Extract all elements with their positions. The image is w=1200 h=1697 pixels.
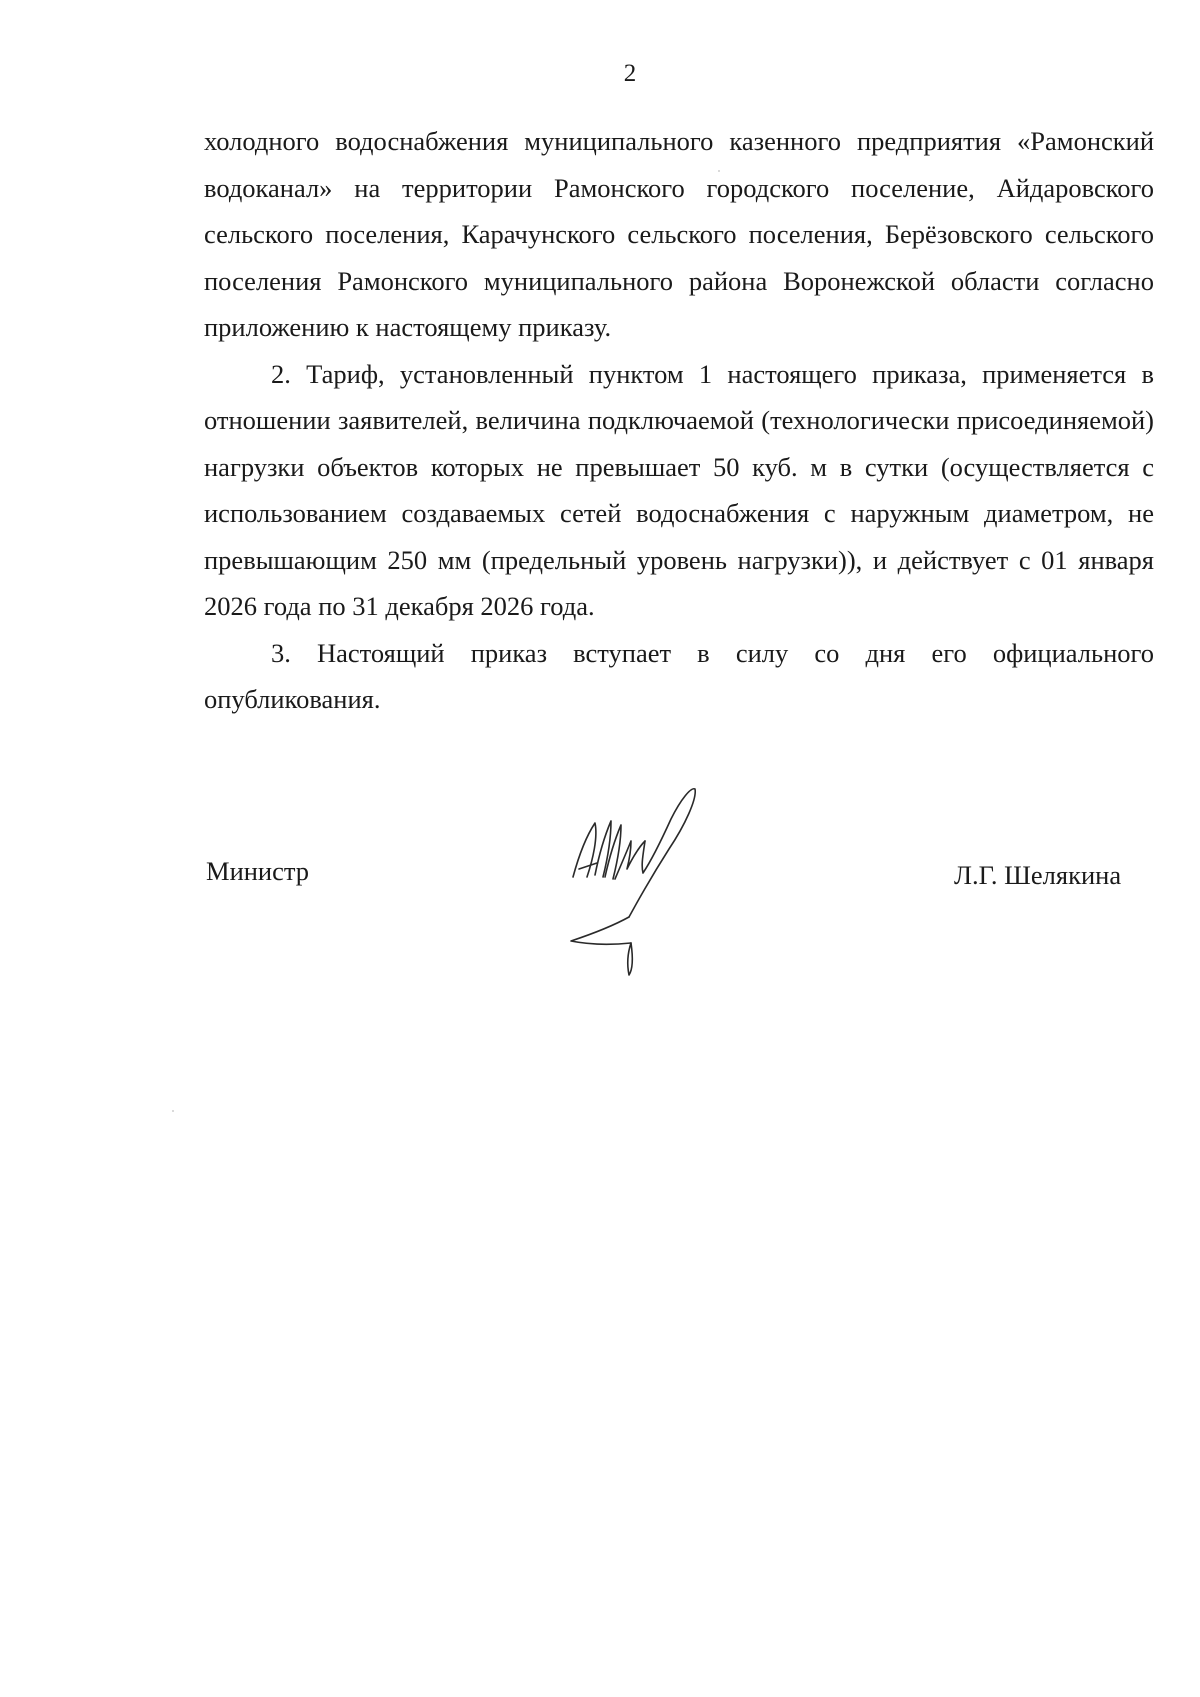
signature-block (0, 780, 1200, 980)
document-body (204, 118, 1154, 723)
page-number: 2 (623, 60, 637, 87)
paragraph-item-3: 3. Настоящий приказ вступает в силу со дня его официального опубликования. (204, 637, 1154, 714)
paragraph-item-2: 2. Тариф, установленный пунктом 1 настоящего приказа, применяется в отношении заявителей, величина подключаемой (технологически присоединяемой) нагрузки объектов которых не превышает 50 куб. м в сутки (осуществляется с использованием создаваемых сетей водоснабжения с наружным диаметром, не превышающим 250 мм (предельный уровень нагрузки)), и действует с 01 января 2026 года по 31 декабря 2026 года. (204, 358, 1154, 621)
signer-name: Л.Г. Шелякина (954, 860, 1122, 890)
scan-artifact (172, 1110, 174, 1112)
handwritten-signature (565, 785, 735, 985)
paragraph-continuation: холодного водоснабжения муниципального казенного предприятия «Рамонский водоканал» на территории Рамонского городского поселение, Айдаровского сельского поселения, Карачунского сельского поселения, Берёзовского сельского поселения Рамонского муниципального района Воронежской области согласно приложению к настоящему приказу. (204, 126, 1154, 342)
signer-title: Министр (206, 856, 310, 886)
scan-artifact (718, 170, 720, 172)
